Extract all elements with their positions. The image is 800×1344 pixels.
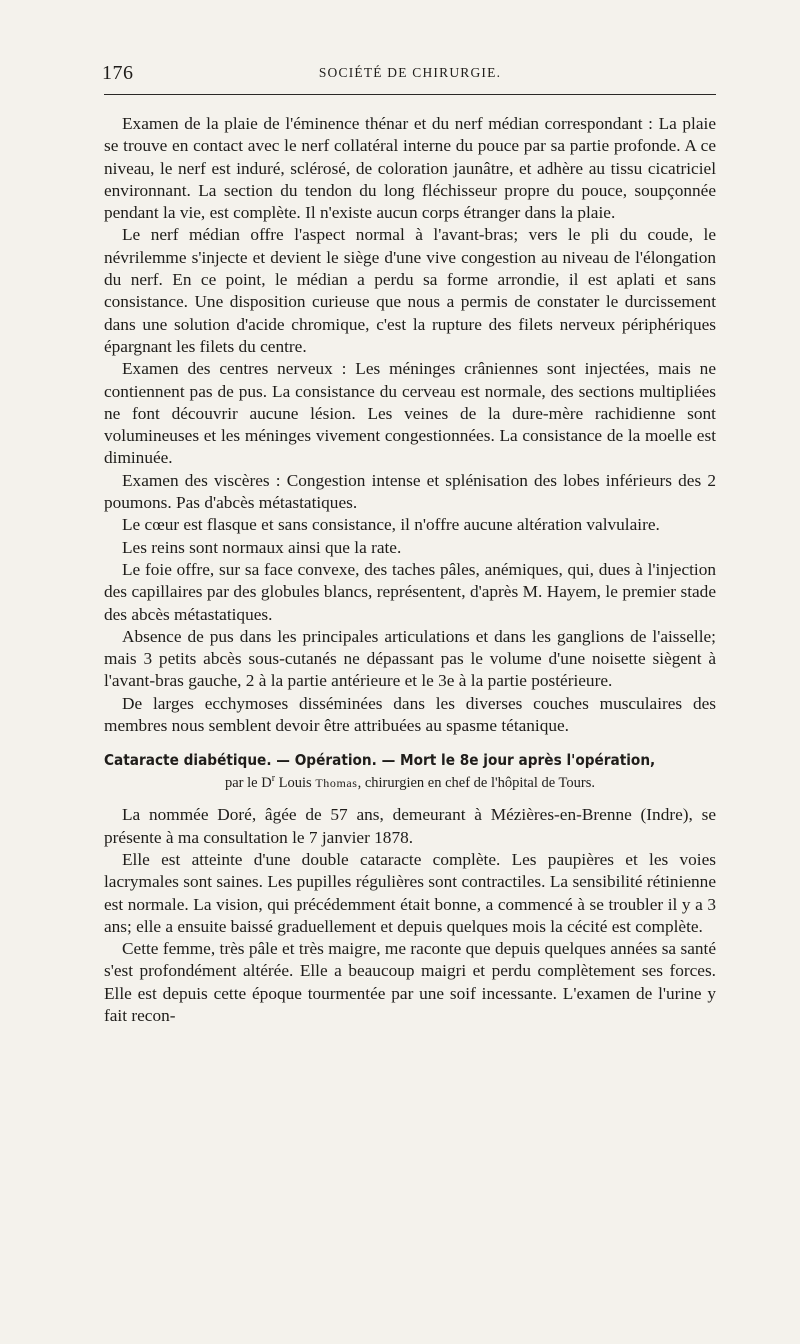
byline-suffix: , chirurgien en chef de l'hôpital de Tours. (357, 775, 596, 792)
byline-prefix: par le D (224, 775, 272, 792)
paragraph: De larges ecchymoses disséminées dans les diverses couches musculaires des membres nous semblent devoir être attribuées au spasme tétanique. (104, 693, 716, 736)
paragraph: La nommée Doré, âgée de 57 ans, demeurant à Mézières-en-Brenne (Indre), se présente à ma consultation le 7 janvier 1878. (104, 805, 716, 847)
book-page (104, 62, 716, 1027)
case-title: Cataracte diabétique. — Opération. — Mort le 8e jour après l'opération, (104, 751, 656, 770)
paragraph: Cette femme, très pâle et très maigre, me raconte que depuis quelques années sa santé s'est profondément altérée. Elle a beaucoup maigri et perdu complètement ses forces. Elle est depuis cette époque tourmentée par une soif incessante. L'examen de l'urine y fait recon- (104, 939, 716, 1025)
page-header (104, 62, 716, 95)
byline-author-surname: Thomas (315, 776, 358, 791)
body-text (104, 113, 716, 1027)
running-title: SOCIÉTÉ DE CHIRURGIE. (318, 65, 502, 80)
byline-first-name: Louis (275, 775, 316, 792)
byline-superscript: r (271, 773, 276, 785)
paragraph: Examen de la plaie de l'éminence thénar et du nerf médian correspondant : La plaie se trouve en contact avec le nerf collatéral interne du pouce par sa partie profonde. A ce niveau, le nerf est induré, sclérosé, de coloration jaunâtre, et adhère au tissu cicatriciel environnant. La section du tendon du long fléchisseur propre du pouce, soupçonnée pendant la vie, est complète. Il n'existe aucun corps étranger dans la plaie. (104, 114, 716, 223)
byline (104, 775, 716, 792)
paragraph: Examen des centres nerveux : Les méninges crâniennes sont injectées, mais ne contiennent pas de pus. La consistance du cerveau est normale, des sections multipliées ne font découvrir aucune lésion. Les veines de la dure-mère rachidienne sont volumineuses et les méninges vivement congestionnées. La consistance de la moelle est diminuée. (104, 359, 716, 468)
paragraph: Le foie offre, sur sa face convexe, des taches pâles, anémiques, qui, dues à l'injection des capillaires par des globules blancs, représentent, d'après M. Hayem, le premier stade des abcès métastatiques. (104, 559, 716, 624)
paragraph: Le nerf médian offre l'aspect normal à l'avant-bras; vers le pli du coude, le névrilemme s'injecte et devient le siège d'une vive congestion au niveau de l'élongation du nerf. En ce point, le médian a perdu sa forme arrondie, il est aplati et sans consistance. Une disposition curieuse que nous a permis de constater le durcissement dans une solution d'acide chromique, c'est la rupture des filets nerveux périphériques épargnant les filets du centre. (104, 225, 716, 356)
paragraph: Examen des viscères : Congestion intense et splénisation des lobes inférieurs des 2 poumons. Pas d'abcès métastatiques. (104, 470, 716, 513)
paragraph: Le cœur est flasque et sans consistance, il n'offre aucune altération valvulaire. (122, 515, 660, 535)
paragraph: Absence de pus dans les principales articulations et dans les ganglions de l'aisselle; mais 3 petits abcès sous-cutanés ne dépassant pas le volume d'une noisette siègent à l'avant-bras gauche, 2 à la partie antérieure et le 3e à la partie postérieure. (104, 626, 716, 691)
paragraph: Elle est atteinte d'une double cataracte complète. Les paupières et les voies lacrymales sont saines. Les pupilles régulières sont contractiles. La sensibilité rétinienne est normale. La vision, qui précédemment était bonne, a commencé à se troubler il y a 3 ans; elle a ensuite baissé graduellement et depuis quelques mois la cécité est complète. (104, 849, 716, 936)
paragraph: Les reins sont normaux ainsi que la rate. (122, 537, 402, 557)
page-number: 176 (102, 62, 134, 84)
